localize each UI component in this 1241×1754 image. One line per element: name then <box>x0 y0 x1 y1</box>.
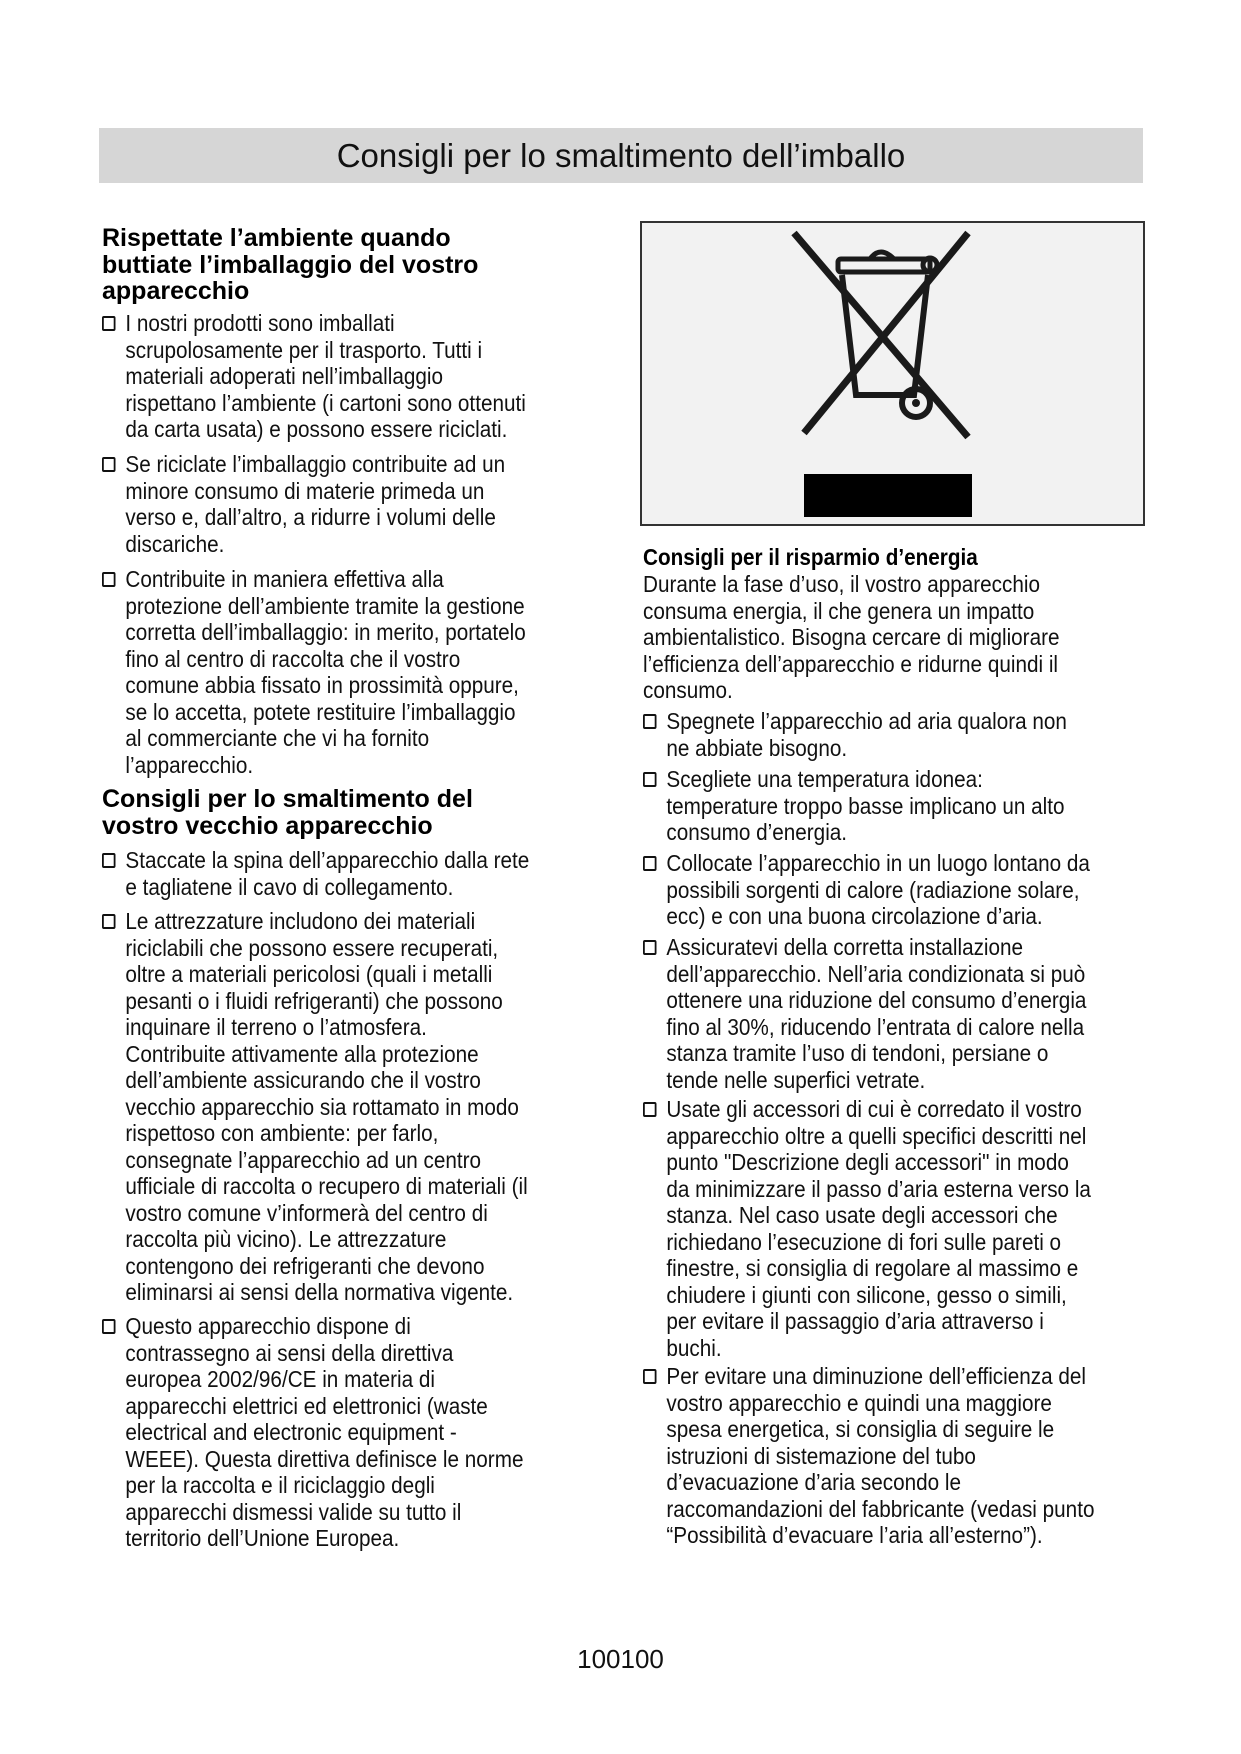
list-item <box>643 766 1147 846</box>
list-item-text: Le attrezzature includono dei materiali riciclabili che possono essere recuperati, oltre a materiali pericolosi (quali i metalli pesanti o i fluidi refrigeranti) che possono inquinare il terreno o l’atmosfera. Contribuite attivamente alla protezione dell’ambiente assicurando che il vostro vecchio apparecchio sia rottamato in modo rispettoso con ambiente: per farlo, consegnate l’apparecchio ad un centro ufficiale di raccolta o recupero di materiali (il vostro comune v’informerà del centro di raccolta più vicino). Le attrezzature contengono dei refrigeranti che devono eliminarsi ai sensi della normativa vigente. <box>125 908 528 1305</box>
list-item <box>643 850 1147 930</box>
checkbox-bullet-icon <box>643 714 657 729</box>
heading-packaging-line-3: apparecchio <box>102 277 250 305</box>
list-item <box>643 1096 1147 1361</box>
list-item <box>643 708 1147 761</box>
list-item-text: I nostri prodotti sono imballati scrupolosamente per il trasporto. Tutti i materiali adoperati nell’imballaggio rispettano l’ambiente (i cartoni sono ottenuti da carta usata) e possono essere riciclati. <box>125 310 526 442</box>
checkbox-bullet-icon <box>643 1102 657 1117</box>
list-item <box>643 934 1147 1093</box>
list-item <box>643 1363 1147 1549</box>
checkbox-bullet-icon <box>102 1319 116 1334</box>
list-item <box>102 566 606 778</box>
checkbox-bullet-icon <box>102 316 116 331</box>
checkbox-bullet-icon <box>102 853 116 868</box>
checkbox-bullet-icon <box>102 572 116 587</box>
page-title: Consigli per lo smaltimento dell’imballo <box>336 137 906 174</box>
checkbox-bullet-icon <box>643 1369 657 1384</box>
list-item-text: Assicuratevi della corretta installazione dell’apparecchio. Nell’aria condizionata si può ottenere una riduzione del consumo d’energia fino al 30%, riducendo l’entrata di calore nella stanza tramite l’uso di tendoni, persiane o tende nelle superfici vetrate. <box>666 934 1087 1093</box>
checkbox-bullet-icon <box>643 940 657 955</box>
heading-packaging-line-1: Rispettate l’ambiente quando <box>102 224 451 252</box>
list-item <box>102 908 606 1306</box>
list-item-text: Per evitare una diminuzione dell’efficienza del vostro apparecchio e quindi una maggiore spesa energetica, si consiglia di seguire le istruzioni di sistemazione del tubo d’evacuazione d’aria secondo le raccomandazioni del fabbricante (vedasi punto “Possibilità d’evacuare l’aria all’esterno”). <box>666 1363 1095 1548</box>
page-number: 100100 <box>577 1644 664 1674</box>
list-item <box>102 310 606 443</box>
checkbox-bullet-icon <box>102 914 116 929</box>
weee-symbol-image <box>640 221 1145 526</box>
list-item-text: Spegnete l’apparecchio ad aria qualora non ne abbiate bisogno. <box>666 708 1067 761</box>
heading-disposal-line-1: Consigli per lo smaltimento del <box>102 785 473 813</box>
list-item-text: Staccate la spina dell’apparecchio dalla rete e tagliatene il cavo di collegamento. <box>125 847 530 900</box>
checkbox-bullet-icon <box>643 772 657 787</box>
list-item-text: Contribuite in maniera effettiva alla protezione dell’ambiente tramite la gestione corretta dell’imballaggio: in merito, portatelo fino al centro di raccolta che il vostro comune abbia fissato in prossimità oppure, se lo accetta, potete restituire l’imballaggio al commerciante che vi ha fornito l’apparecchio. <box>125 566 526 778</box>
energy-intro-text: Durante la fase d’uso, il vostro apparecchio consuma energia, il che genera un impatto ambientalistico. Bisogna cercare di migliorare l’efficienza dell’apparecchio e ridurne quindi il consumo. <box>643 571 1060 703</box>
checkbox-bullet-icon <box>643 856 657 871</box>
list-item-text: Scegliete una temperatura idonea: temperature troppo basse implicano un alto consumo d’energia. <box>666 766 1065 845</box>
list-item <box>102 1313 606 1552</box>
heading-energy-saving: Consigli per il risparmio d’energia <box>643 544 978 570</box>
list-item-text: Se riciclate l’imballaggio contribuite ad un minore consumo di materie primeda un verso e, dall’altro, a ridurre i volumi delle discariche. <box>125 451 506 557</box>
list-item <box>102 847 606 900</box>
list-item-text: Usate gli accessori di cui è corredato il vostro apparecchio oltre a quelli specifici descritti nel punto "Descrizione degli accessori" in modo da minimizzare il passo d’aria esterna verso la stanza. Nel caso usate degli accessori che richiedano l’esecuzione di fori sulle pareti o finestre, si consiglia di regolare al massimo e chiudere i giunti con silicone, gesso o simili, per evitare il passaggio d’aria attraverso i buchi. <box>666 1096 1091 1361</box>
checkbox-bullet-icon <box>102 457 116 472</box>
list-item <box>102 451 606 557</box>
crossed-out-wheelie-bin-icon <box>642 223 1143 524</box>
heading-disposal-line-2: vostro vecchio apparecchio <box>102 812 433 840</box>
heading-packaging-line-2: buttiate l’imballaggio del vostro <box>102 251 479 279</box>
list-item-text: Questo apparecchio dispone di contrassegno ai sensi della direttiva europea 2002/96/CE in materia di apparecchi elettrici ed elettronici (waste electrical and electronic equipment - WEEE). Questa direttiva definisce le norme per la raccolta e il riciclaggio degli apparecchi dismessi valide su tutto il territorio dell’Unione Europea. <box>125 1313 524 1551</box>
energy-intro-paragraph <box>643 571 1147 704</box>
list-item-text: Collocate l’apparecchio in un luogo lontano da possibili sorgenti di calore (radiazione solare, ecc) e con una buona circolazione d’aria. <box>666 850 1090 929</box>
